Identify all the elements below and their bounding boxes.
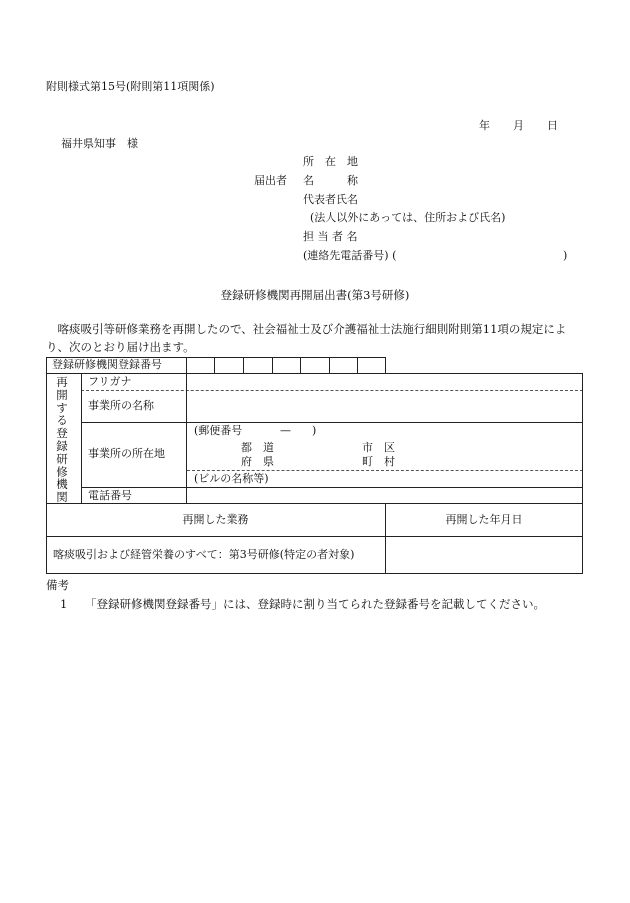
phone-number-label: 電話番号 — [88, 489, 132, 502]
body-text: 喀痰吸引等研修業務を再開したので、社会福祉士及び介護福祉士法施行細則附則第11項の規定により、次のとおり届け出ます。 — [46, 322, 567, 354]
document-title: 登録研修機関再開届出書(第3号研修) — [220, 288, 410, 302]
registration-form-table — [46, 357, 583, 574]
resumed-work-header: 再開した業務 — [182, 513, 249, 526]
resumed-work-value: 喀痰吸引および経管栄養のすべて：第3号研修(特定の者対象) — [53, 548, 355, 561]
contact-person-label: 担 当 者 名 — [303, 230, 358, 243]
registration-number-box[interactable] — [244, 358, 272, 372]
contact-phone-close: ) — [563, 249, 568, 262]
applicant-label: 届出者 — [254, 174, 287, 187]
date-year-label: 年 — [479, 119, 490, 132]
representative-note: (法人以外にあっては、住所および氏名) — [310, 211, 506, 224]
registration-number-box[interactable] — [273, 358, 300, 372]
contact-phone-label: (連絡先電話番号) ( — [303, 249, 397, 262]
city-shiku-label: 市 区 — [362, 441, 395, 454]
resumed-date-field[interactable] — [387, 538, 581, 572]
registration-number-box[interactable] — [358, 358, 385, 372]
postal-code-close: ) — [312, 424, 317, 437]
resumed-date-header: 再開した年月日 — [445, 513, 523, 526]
resumed-institution-side-label: 再 開 す る 登 録 研 修 機 関 — [56, 375, 68, 505]
postal-code-dash: — — [280, 424, 291, 437]
building-name-label: (ビルの名称等) — [194, 472, 269, 485]
registration-number-box[interactable] — [330, 358, 357, 372]
addressee: 福井県知事 様 — [61, 137, 138, 150]
registration-number-box[interactable] — [187, 358, 214, 372]
note-text: 「登録研修機関登録番号」には、登録時に割り当てられた登録番号を記載してください。 — [85, 597, 545, 611]
registration-number-box[interactable] — [215, 358, 243, 372]
furigana-label: フリガナ — [88, 375, 132, 388]
office-name-field[interactable] — [187, 391, 582, 422]
prefecture-todo-label: 都 道 — [241, 441, 274, 454]
notes-heading: 備考 — [46, 578, 69, 592]
applicant-location-label: 所 在 地 — [303, 155, 358, 168]
registration-number-box[interactable] — [301, 358, 329, 372]
note-number: 1 — [60, 597, 68, 611]
prefecture-fuken-label: 府 県 — [241, 455, 274, 468]
office-address-label: 事業所の所在地 — [88, 447, 165, 460]
registration-number-label: 登録研修機関登録番号 — [52, 358, 162, 371]
office-name-label: 事業所の名称 — [88, 399, 154, 412]
town-chouson-label: 町 村 — [362, 455, 395, 468]
representative-label: 代表者氏名 — [303, 193, 358, 206]
phone-number-field[interactable] — [187, 488, 582, 503]
applicant-name-label: 名 称 — [303, 174, 358, 187]
date-day-label: 日 — [547, 119, 558, 132]
form-number: 附則様式第15号(附則第11項関係) — [46, 80, 215, 93]
furigana-field[interactable] — [187, 374, 582, 390]
postal-code-label: (郵便番号 — [194, 424, 243, 437]
date-month-label: 月 — [513, 119, 524, 132]
